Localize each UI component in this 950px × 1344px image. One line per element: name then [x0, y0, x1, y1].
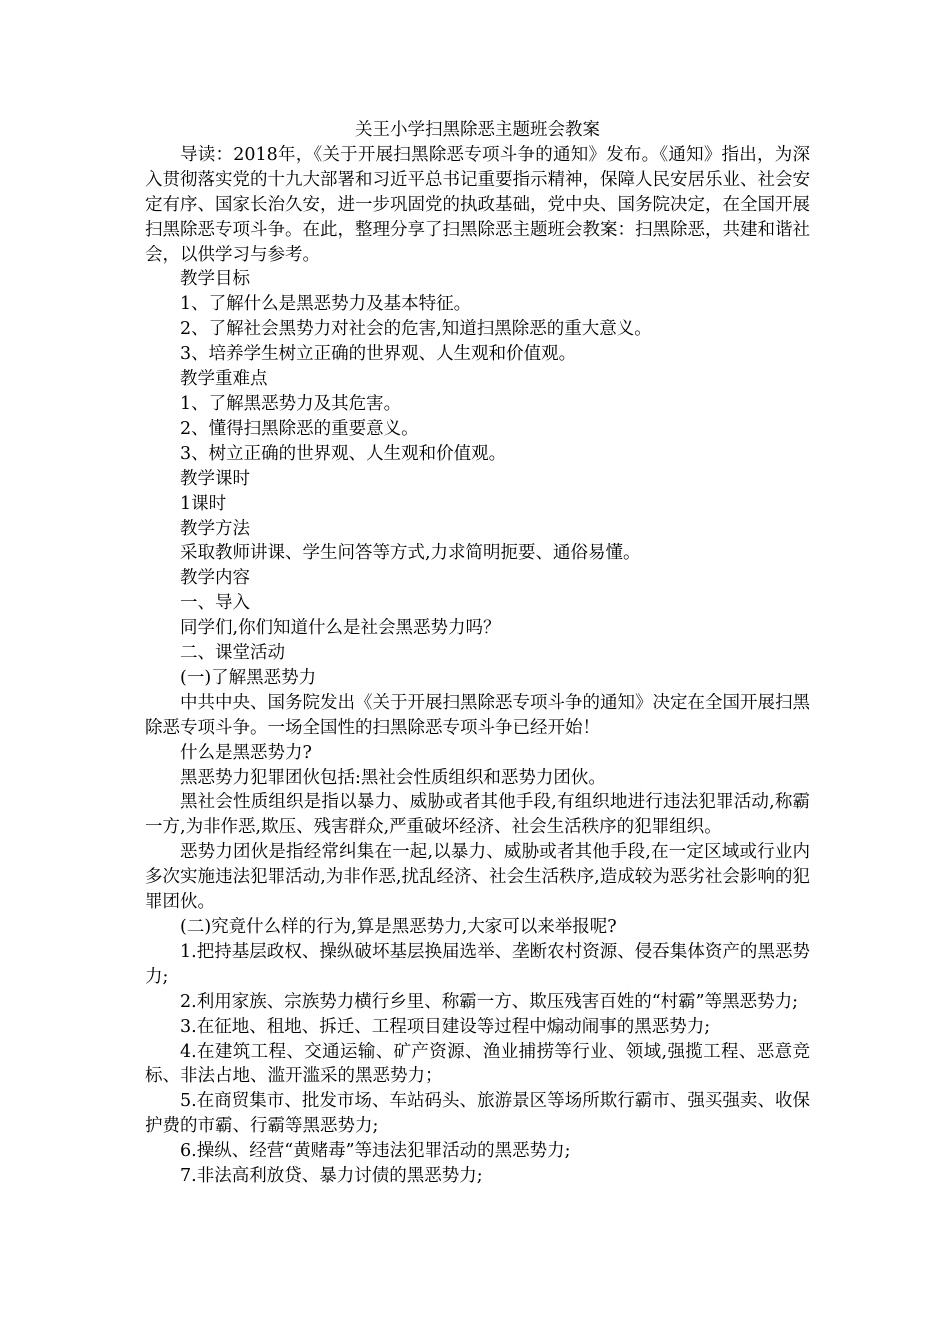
- list-item: 3、培养学生树立正确的世界观、人生观和价值观。: [180, 344, 577, 365]
- paragraph: 中共中央、国务院发出《关于开展扫黑除恶专项斗争的通知》决定在全国开展扫黑除恶专项斗争。一场全国性的扫黑除恶专项斗争已经开始！: [145, 692, 810, 738]
- list-item: 3、树立正确的世界观、人生观和价值观。: [180, 443, 507, 464]
- subheading-what-behaviors: (二)究竟什么样的行为,算是黑恶势力,大家可以来举报呢?: [180, 917, 617, 937]
- list-item: 7.非法高利放贷、暴力讨债的黑恶势力;: [180, 1166, 483, 1187]
- paragraph: 1课时: [180, 493, 227, 514]
- section-heading-class-hours: 教学课时: [180, 468, 250, 489]
- document-body: [145, 143, 810, 1189]
- list-item: 2、懂得扫黑除恶的重要意义。: [180, 418, 419, 439]
- paragraph: 黑恶势力犯罪团伙包括:黑社会性质组织和恶势力团伙。: [180, 767, 606, 788]
- list-item: 5.在商贸集市、批发市场、车站码头、旅游景区等场所欺行霸市、强买强卖、收保护费的市霸、行霸等黑恶势力;: [145, 1091, 810, 1137]
- list-item: 3.在征地、租地、拆迁、工程项目建设等过程中煽动闹事的黑恶势力;: [180, 1016, 711, 1037]
- list-item: 6.操纵、经营“黄赌毒”等违法犯罪活动的黑恶势力;: [180, 1141, 571, 1162]
- subheading-understand: (一)了解黑恶势力: [180, 667, 317, 688]
- subheading-class-activities: 二、课堂活动: [180, 643, 285, 664]
- paragraph: 黑社会性质组织是指以暴力、威胁或者其他手段,有组织地进行违法犯罪活动,称霸一方,为非作恶,欺压、残害群众,严重破坏经济、社会生活秩序的犯罪组织。: [145, 792, 810, 838]
- section-heading-key-points: 教学重难点: [180, 369, 268, 390]
- document-page: [145, 118, 810, 1189]
- section-heading-methods: 教学方法: [180, 518, 250, 539]
- list-item: 1、了解黑恶势力及其危害。: [180, 393, 402, 414]
- section-heading-objectives: 教学目标: [180, 269, 250, 290]
- subheading-introduction: 一、导入: [180, 593, 250, 614]
- list-item: 1.把持基层政权、操纵破坏基层换届选举、垄断农村资源、侵吞集体资产的黑恶势力;: [145, 941, 810, 987]
- document-title: 关王小学扫黑除恶主题班会教案: [355, 120, 600, 140]
- section-heading-content: 教学内容: [180, 568, 250, 589]
- list-item: 2.利用家族、宗族势力横行乡里、称霸一方、欺压残害百姓的“村霸”等黑恶势力;: [180, 991, 798, 1012]
- paragraph: 采取教师讲课、学生问答等方式,力求简明扼要、通俗易懂。: [180, 543, 641, 564]
- intro-paragraph: 导读：2018年，《关于开展扫黑除恶专项斗争的通知》发布。《通知》指出，为深入贯彻落实党的十九大部署和习近平总书记重要指示精神，保障人民安居乐业、社会安定有序、国家长治久安，进一步巩固党的执政基础，党中央、国务院决定，在全国开展扫黑除恶专项斗争。在此，整理分享了扫黑除恶主题班会教案：扫黑除恶，共建和谐社会，以供学习与参考。: [145, 144, 810, 265]
- list-item: 4.在建筑工程、交通运输、矿产资源、渔业捕捞等行业、领域,强揽工程、恶意竞标、非法占地、滥开滥采的黑恶势力；: [145, 1041, 810, 1087]
- paragraph: 同学们,你们知道什么是社会黑恶势力吗？: [180, 618, 501, 639]
- paragraph: 什么是黑恶势力?: [180, 742, 312, 763]
- paragraph: 恶势力团伙是指经常纠集在一起,以暴力、威胁或者其他手段,在一定区域或行业内多次实施违法犯罪活动,为非作恶,扰乱经济、社会生活秩序,造成较为恶劣社会影响的犯罪团伙。: [145, 842, 810, 913]
- list-item: 2、了解社会黑势力对社会的危害,知道扫黑除恶的重大意义。: [180, 319, 652, 340]
- list-item: 1、了解什么是黑恶势力及基本特征。: [180, 294, 472, 315]
